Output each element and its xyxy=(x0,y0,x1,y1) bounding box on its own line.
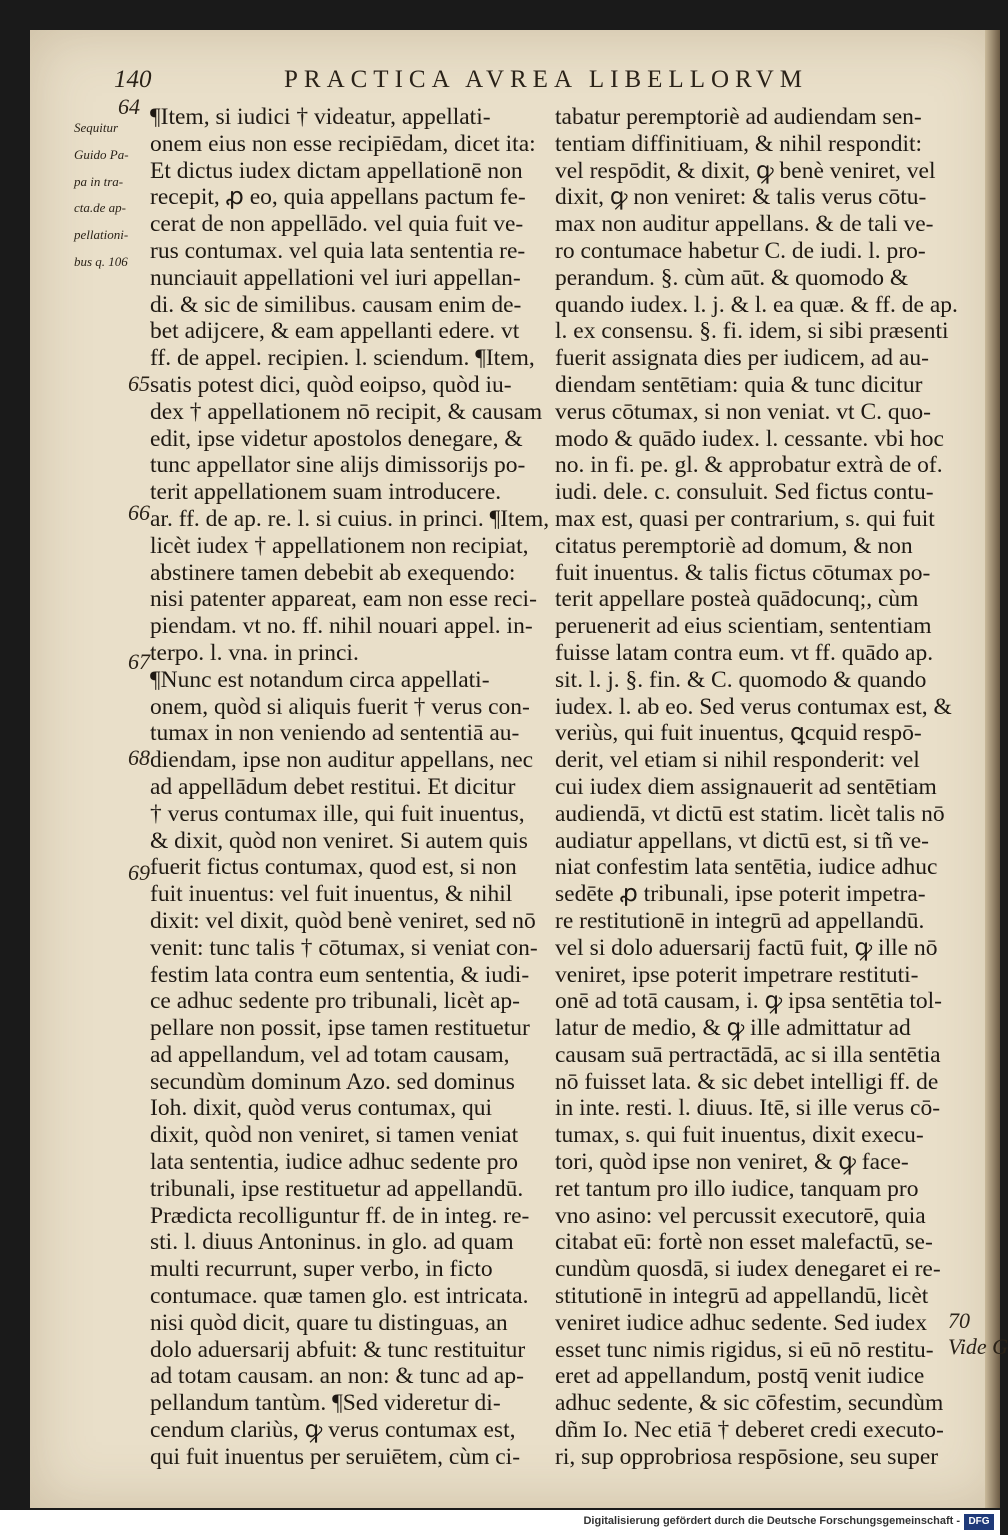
text-line: tribunali, ipse restituetur ad appellandū. xyxy=(150,1175,524,1202)
text-line: tabatur peremptoriè ad audiendam sen- xyxy=(555,104,922,130)
text-line: fuit inuentus. & talis fictus cōtumax po- xyxy=(555,559,931,586)
text-line: perandum. §. cùm aūt. & quomodo & xyxy=(555,264,909,291)
text-line: contumace. quæ tamen glo. est intricata. xyxy=(150,1283,529,1310)
text-line: venit: tunc talis † cōtumax, si veniat con- xyxy=(150,934,538,961)
text-line: iudi. dele. c. consuluit. Sed fictus contu- xyxy=(555,479,934,506)
text-line: Prædicta recolliguntur ff. de in integ. re- xyxy=(150,1202,530,1229)
text-line: ret tantum pro illo iudice, tanquam pro xyxy=(555,1175,919,1202)
text-line: diendam sentētiam: quia & tunc dicitur xyxy=(555,371,923,398)
text-line: dixit: vel dixit, quòd benè veniret, sed nō xyxy=(150,907,536,934)
text-line: terit appellare posteà quādocunq;, cùm xyxy=(555,586,919,613)
text-line: tentiam diffinitiuam, & nihil respondit: xyxy=(555,130,923,157)
text-line: nō fuisset lata. & sic debet intelligi ff. de xyxy=(555,1068,939,1095)
text-line: audiatur appellans, vt dictū est, si tñ ve- xyxy=(555,827,929,854)
text-line: nisi quòd dicit, quare tu distinguas, an xyxy=(150,1309,508,1336)
text-line: citabat eū: fortè non esset malefactū, se- xyxy=(555,1229,933,1256)
paragraph-number: 68 xyxy=(128,745,150,770)
text-line: niat confestim lata sentētia, iudice adhuc xyxy=(555,854,938,881)
text-line: dixit, ꝙ non veniret: & talis verus cōtu- xyxy=(555,184,927,211)
text-line: multi recurrunt, super verbo, in ficto xyxy=(150,1256,493,1283)
text-line: † verus contumax ille, qui fuit inuentus, xyxy=(150,800,525,827)
text-line: in inte. resti. l. diuus. Itē, si ille verus cō- xyxy=(555,1095,941,1122)
text-line: ad appellandum, vel ad totam causam, xyxy=(150,1041,510,1068)
text-line: ad appellādum debet restitui. Et dicitur xyxy=(150,773,516,800)
text-line: eret ad appellandum, postq̄ venit iudice xyxy=(555,1363,925,1390)
text-line: fuerit assignata dies per iudicem, ad au- xyxy=(555,345,929,372)
text-line: dolo aduersarij abfuit: & tunc restituitur xyxy=(150,1336,526,1363)
footer-bar xyxy=(0,1510,1000,1535)
text-line: iudex. l. ab eo. Sed verus contumax est, & xyxy=(555,693,952,720)
text-line: diendam, ipse non auditur appellans, nec xyxy=(150,747,534,774)
text-line: ar. ff. de ap. re. l. si cuius. in princi. ¶Item, xyxy=(150,505,550,532)
text-line: piendam. vt no. ff. nihil nouari appel. in- xyxy=(150,613,533,640)
paragraph-number: 64 xyxy=(118,94,140,119)
text-line: ¶Item, si iudici † videatur, appellati- xyxy=(150,104,491,130)
page-number: 140 xyxy=(114,66,152,93)
text-line: & dixit, quòd non veniret. Si autem quis xyxy=(150,827,528,854)
dfg-logo: DFG xyxy=(964,1514,994,1530)
text-line: qui fuit inuentus per seruiētem, cùm ci- xyxy=(150,1443,521,1470)
text-line: sti. l. diuus Antoninus. in glo. ad quam xyxy=(150,1229,514,1256)
text-line: tunc appellator sine alijs dimissorijs po- xyxy=(150,452,526,479)
text-line: veniret, ipse poterit impetrare restituti- xyxy=(555,961,919,988)
text-line: pellandum tantùm. ¶Sed videretur di- xyxy=(150,1390,501,1417)
text-line: nisi patenter appareat, eam non esse reci- xyxy=(150,586,537,613)
text-line: Ioh. dixit, quòd verus contumax, qui xyxy=(150,1095,493,1122)
text-line: vno asino: vel percussit executorē, quia xyxy=(555,1202,926,1229)
text-line: peruenerit ad eius scientiam, sententiam xyxy=(555,613,932,640)
margin-note-line: bus q. 106 xyxy=(74,253,128,269)
text-line: bet adijcere, & eam appellanti edere. vt xyxy=(150,318,520,345)
text-line: citatus peremptoriè ad domum, & non xyxy=(555,532,913,559)
paragraph-number: 66 xyxy=(128,500,150,525)
text-line: tumax, s. qui fuit inuentus, dixit execu- xyxy=(555,1122,924,1149)
text-line: rus contumax. vel quia lata sententia re- xyxy=(150,237,526,264)
text-line: lata sententia, iudice adhuc sedente pro xyxy=(150,1149,519,1176)
page-edge xyxy=(985,30,1000,1508)
margin-note-line: Sequitur xyxy=(74,120,119,135)
text-line: di. & sic de similibus. causam enim de- xyxy=(150,291,522,318)
text-line: adhuc sedente, & sic cōfestim, secundùm xyxy=(555,1390,944,1417)
text-line: ri, sup opprobriosa respōsione, seu super xyxy=(555,1443,939,1470)
text-line: fuerit fictus contumax, quod est, si non xyxy=(150,854,517,881)
text-line: quando iudex. l. j. & l. ea quæ. & ff. de ap. xyxy=(555,291,958,318)
text-line: esset tunc nimis rigidus, si eū nō restitu- xyxy=(555,1336,934,1363)
text-line: max non auditur appellans. & de tali ve- xyxy=(555,211,934,238)
text-line: festim lata contra eum sententia, & iudi- xyxy=(150,961,530,988)
text-line: ff. de appel. recipien. l. sciendum. ¶Item, xyxy=(150,345,535,372)
text-line: recepit, ꝓ eo, quia appellans pactum fe- xyxy=(150,184,526,211)
right-text-column xyxy=(555,104,958,1471)
text-line: audiendā, vt dictū est statim. licèt talis nō xyxy=(555,800,945,827)
text-line: latur de medio, & ꝙ ille admittatur ad xyxy=(555,1015,911,1042)
text-line: dex † appellationem nō recipit, & causam xyxy=(150,398,543,425)
text-line: onem, quòd si aliquis fuerit † verus con- xyxy=(150,693,530,720)
text-line: terit appellationem suam introducere. xyxy=(150,479,502,506)
paragraph-number: 67 xyxy=(128,649,150,674)
text-line: terpo. l. vna. in princi. xyxy=(150,639,359,666)
text-line: Et dictus iudex dictam appellationē non xyxy=(150,157,523,184)
text-line: re restitutionē in integrū ad appellandū. xyxy=(555,907,925,934)
paragraph-number: 70 xyxy=(948,1308,970,1333)
text-line: max est, quasi per contrarium, s. qui fuit xyxy=(555,505,935,532)
text-line: verus cōtumax, si non veniat. vt C. quo- xyxy=(555,398,931,425)
margin-note xyxy=(74,118,140,279)
text-line: vel si dolo aduersarij factū fuit, ꝙ ille nō xyxy=(555,934,938,961)
page-header xyxy=(114,66,984,96)
text-line: ro contumace habetur C. de iudi. l. pro- xyxy=(555,237,926,264)
margin-note-line: pa in tra- xyxy=(74,173,124,189)
text-line: cui iudex diem assignauerit ad sentētiam xyxy=(555,773,937,800)
text-line: dixit, quòd non veniret, si tamen veniat xyxy=(150,1122,519,1149)
text-line: ¶Nunc est notandum circa appellati- xyxy=(150,666,490,693)
text-line: cendum clariùs, ꝙ verus contumax est, xyxy=(150,1417,516,1444)
text-line: causam suā pertractādā, ac si illa sentētia xyxy=(555,1041,941,1068)
text-line: edit, ipse videtur apostolos denegare, & xyxy=(150,425,523,452)
text-line: licèt iudex † appellationem non recipiat, xyxy=(150,532,529,559)
text-line: tori, quòd ipse non veniret, & ꝙ face- xyxy=(555,1149,909,1176)
text-line: cundùm quosdā, si iudex denegaret ei re- xyxy=(555,1256,941,1283)
text-line: cerat de non appellādo. vel quia fuit ve- xyxy=(150,211,524,238)
text-line: ce adhuc sedente pro tribunali, licèt ap- xyxy=(150,988,520,1015)
text-line: tumax in non veniendo ad sententiā au- xyxy=(150,720,520,747)
text-line: veniret iudice adhuc sedente. Sed iudex xyxy=(555,1309,927,1336)
text-line: nunciauit appellationi vel iuri appellan- xyxy=(150,264,521,291)
text-line: pellare non possit, ipse tamen restituetur xyxy=(150,1015,530,1042)
text-line: no. in fi. pe. gl. & approbatur extrà de of. xyxy=(555,452,943,479)
running-title: PRACTICA AVREA LIBELLORVM xyxy=(284,66,808,93)
text-line: abstinere tamen debebit ab exequendo: xyxy=(150,559,516,586)
text-line: ad totam causam. an non: & tunc ad ap- xyxy=(150,1363,524,1390)
margin-note-line: cta.de ap- xyxy=(74,200,126,216)
text-line: l. ex consensu. §. fi. idem, si sibi præsenti xyxy=(555,318,949,345)
text-line: stitutionē in integrū ad appellandū, licèt xyxy=(555,1283,929,1310)
paragraph-number: 65 xyxy=(128,371,150,396)
left-text-column xyxy=(150,104,550,1471)
margin-reference: Vide G xyxy=(948,1334,1008,1359)
text-line: vel respōdit, & dixit, ꝙ benè veniret, vel xyxy=(555,157,936,184)
text-line: veriùs, qui fuit inuentus, ꝗcquid respō- xyxy=(555,720,922,747)
text-line: secundùm dominum Azo. sed dominus xyxy=(150,1068,515,1095)
text-line: satis potest dici, quòd eoipso, quòd iu- xyxy=(150,371,512,398)
text-line: fuit inuentus: vel fuit inuentus, & nihil xyxy=(150,881,513,908)
text-line: dñm Io. Nec etiā † deberet credi executo- xyxy=(555,1417,944,1444)
text-line: onē ad totā causam, i. ꝙ ipsa sentētia tol- xyxy=(555,988,943,1015)
text-line: onem eius non esse recipiēdam, dicet ita: xyxy=(150,130,536,157)
text-line: modo & quādo iudex. l. cessante. vbi hoc xyxy=(555,425,944,452)
paragraph-number: 69 xyxy=(128,860,150,885)
footer-credit: Digitalisierung gefördert durch die Deutsche Forschungsgemeinschaft - xyxy=(583,1515,960,1527)
margin-note-line: Guido Pa- xyxy=(74,146,129,162)
text-line: derit, vel etiam si nihil responderit: vel xyxy=(555,747,920,774)
text-line: sedēte ꝓ tribunali, ipse poterit impetra- xyxy=(555,881,926,908)
text-line: sit. l. j. §. fin. & C. quomodo & quando xyxy=(555,666,927,693)
text-line: fuisse latam contra eum. vt ff. quādo ap. xyxy=(555,639,934,666)
margin-note-line: pellationi- xyxy=(74,227,129,243)
